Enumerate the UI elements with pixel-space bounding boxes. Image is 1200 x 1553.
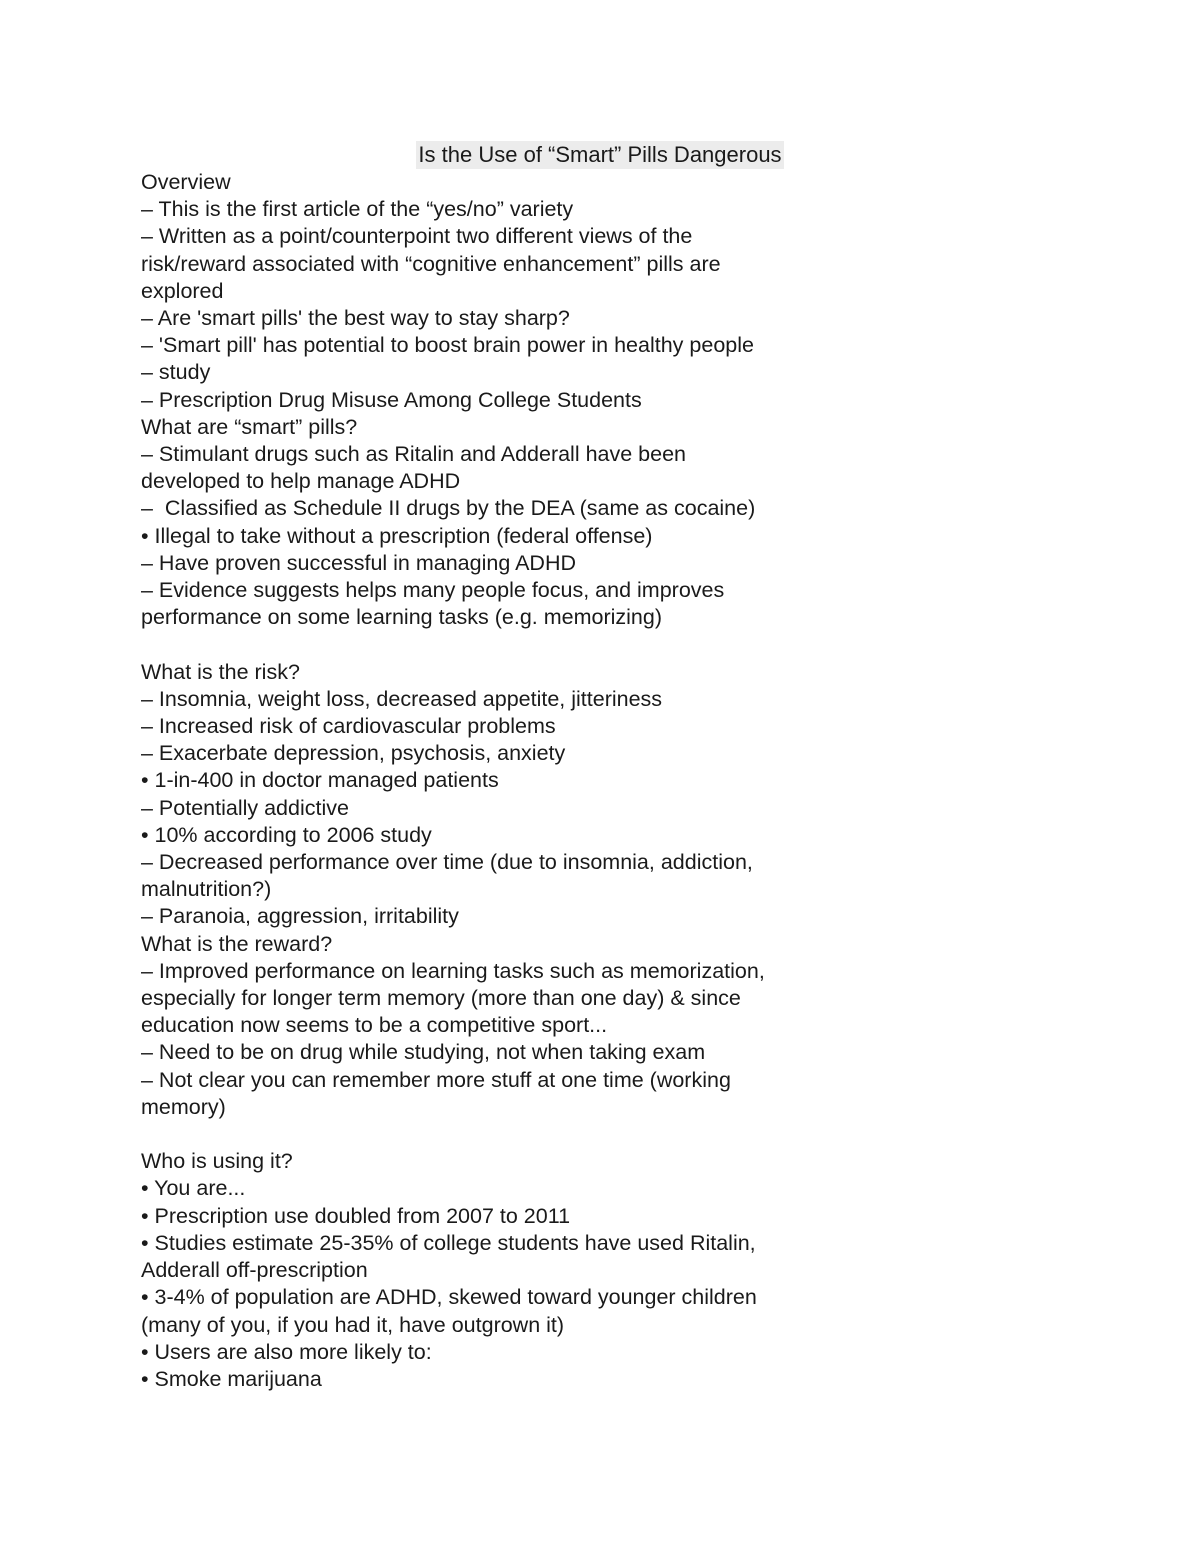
text-line: • 10% according to 2006 study bbox=[141, 822, 432, 847]
text-line: What are “smart” pills? bbox=[141, 414, 358, 439]
text-line: • Studies estimate 25-35% of college students have used Ritalin, bbox=[141, 1230, 756, 1255]
text-line: education now seems to be a competitive sport... bbox=[141, 1013, 608, 1038]
text-line: – Not clear you can remember more stuff at one time (working bbox=[141, 1067, 731, 1092]
text-line: • 3-4% of population are ADHD, skewed toward younger children bbox=[141, 1285, 757, 1310]
text-line: – Have proven successful in managing ADHD bbox=[141, 550, 576, 575]
text-line: especially for longer term memory (more than one day) & since bbox=[141, 986, 741, 1011]
text-line: risk/reward associated with “cognitive enhancement” pills are bbox=[141, 251, 721, 276]
text-line: – Need to be on drug while studying, not when taking exam bbox=[141, 1040, 706, 1065]
text-line: Overview bbox=[141, 170, 231, 194]
text-line: – Improved performance on learning tasks such as memorization, bbox=[141, 958, 765, 983]
text-line: What is the reward? bbox=[141, 931, 333, 956]
text-line: – This is the first article of the “yes/no” variety bbox=[141, 197, 574, 222]
text-line: • Users are also more likely to: bbox=[141, 1339, 432, 1364]
text-line bbox=[141, 631, 841, 658]
document-body bbox=[141, 169, 841, 1393]
text-line: – Insomnia, weight loss, decreased appetite, jitteriness bbox=[141, 686, 663, 711]
text-line: – Potentially addictive bbox=[141, 795, 349, 820]
text-line: – Decreased performance over time (due to insomnia, addiction, bbox=[141, 850, 753, 875]
title-container bbox=[0, 141, 1200, 169]
text-line: – Increased risk of cardiovascular problems bbox=[141, 714, 556, 739]
text-line: memory) bbox=[141, 1094, 226, 1119]
text-line: – Evidence suggests helps many people focus, and improves bbox=[141, 578, 725, 603]
text-line: Adderall off-prescription bbox=[141, 1258, 368, 1283]
text-line: malnutrition?) bbox=[141, 877, 272, 902]
text-line: (many of you, if you had it, have outgrown it) bbox=[141, 1312, 565, 1337]
text-line: • Prescription use doubled from 2007 to 2011 bbox=[141, 1203, 571, 1228]
text-line bbox=[141, 1121, 841, 1148]
text-line: • Illegal to take without a prescription (federal offense) bbox=[141, 523, 653, 548]
text-line: – Stimulant drugs such as Ritalin and Adderall have been bbox=[141, 442, 687, 467]
text-line: What is the risk? bbox=[141, 659, 300, 684]
text-line: – Exacerbate depression, psychosis, anxiety bbox=[141, 741, 566, 766]
document-title: Is the Use of “Smart” Pills Dangerous bbox=[418, 142, 782, 167]
text-line: performance on some learning tasks (e.g. memorizing) bbox=[141, 605, 662, 630]
text-line: – Prescription Drug Misuse Among College Students bbox=[141, 387, 642, 412]
text-line: • You are... bbox=[141, 1176, 246, 1201]
text-line: – Are 'smart pills' the best way to stay sharp? bbox=[141, 306, 570, 331]
text-line: – Written as a point/counterpoint two different views of the bbox=[141, 224, 693, 249]
text-line: Who is using it? bbox=[141, 1149, 293, 1174]
text-line: • Smoke marijuana bbox=[141, 1366, 322, 1391]
text-line: developed to help manage ADHD bbox=[141, 469, 461, 494]
text-line: • 1-in-400 in doctor managed patients bbox=[141, 768, 499, 793]
text-line: – Paranoia, aggression, irritability bbox=[141, 904, 459, 929]
text-line: – 'Smart pill' has potential to boost brain power in healthy people bbox=[141, 333, 754, 358]
text-line: – study bbox=[141, 360, 211, 385]
text-line: – Classified as Schedule II drugs by the DEA (same as cocaine) bbox=[141, 496, 756, 521]
text-line: explored bbox=[141, 278, 224, 303]
